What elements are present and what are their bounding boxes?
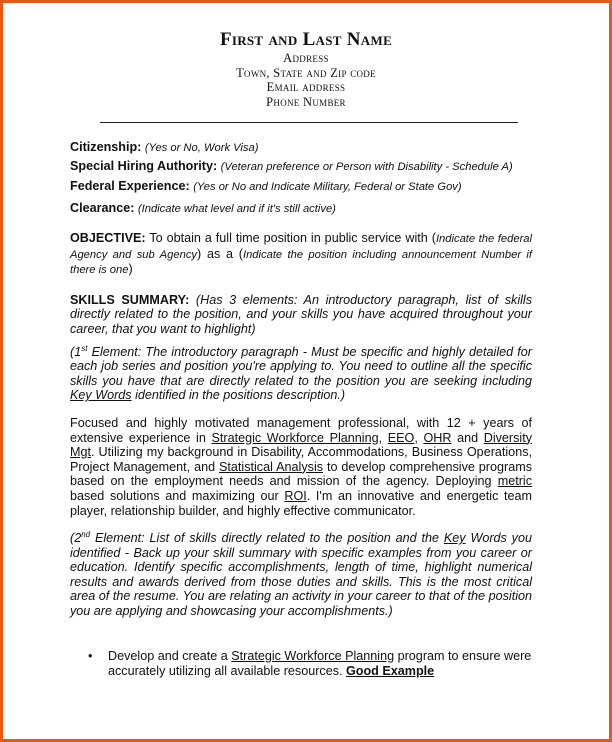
skills-summary-label: SKILLS SUMMARY: xyxy=(70,292,190,307)
federal-experience-label: Federal Experience: xyxy=(70,179,190,193)
header-divider xyxy=(100,122,518,123)
first-element-text-b: identified in the positions description.) xyxy=(131,388,346,403)
federal-experience-row xyxy=(70,178,532,195)
objective-position-note: Indicate the position including announcement Number if there is one xyxy=(70,248,532,277)
skills-summary-intro xyxy=(70,293,532,337)
address-line: Address xyxy=(283,51,329,65)
town-state-zip-line: Town, State and Zip code xyxy=(236,65,376,80)
objective-text-2: ) as a ( xyxy=(197,246,243,261)
ohr-term: OHR xyxy=(423,430,452,445)
focused-text: . Utilizing my background in Disability, Accommodations, Business Operations, Project Management, and xyxy=(70,445,532,474)
clearance-row xyxy=(70,200,532,217)
citizenship-value: (Yes or No, Work Visa) xyxy=(144,142,259,154)
email-line: Email address xyxy=(266,80,346,94)
bullet-glyph: • xyxy=(88,648,93,663)
objective-agency-note: Indicate the federal Agency and sub Agency xyxy=(70,233,533,261)
skills-bullet-list xyxy=(70,649,532,679)
diversity-mgt-term: Diversity Mgt xyxy=(70,430,532,460)
candidate-name: First and Last Name xyxy=(219,29,393,50)
list-item xyxy=(70,649,532,679)
objective-section xyxy=(70,231,532,278)
key-words-term: Key Words xyxy=(70,388,132,403)
roi-term: ROI xyxy=(284,488,307,503)
second-element-paragraph xyxy=(70,531,532,619)
focused-text: based solutions and maximizing our xyxy=(70,488,285,503)
focused-text: to develop comprehensive programs based on the employment needs and mission of the agency. Deploying xyxy=(70,459,532,489)
citizenship-label: Citizenship: xyxy=(70,140,142,154)
first-element-open: (1 xyxy=(70,344,82,359)
metric-term: metric xyxy=(497,474,532,489)
skills-summary-description: (Has 3 elements: An introductory paragraph, list of skills directly related to the position, and your skills you have acquired throughout your career, that you want to highlight) xyxy=(70,292,533,336)
statistical-analysis-term: Statistical Analysis xyxy=(219,459,324,474)
objective-text-3: ) xyxy=(128,262,133,277)
second-element-text-a: Element: List of skills directly related to the position and the xyxy=(90,531,444,546)
citizenship-row xyxy=(70,139,532,156)
bullet-text-2: program to ensure were accurately utilizing all available resources. xyxy=(108,648,532,678)
bullet-strategic-workforce-term: Strategic Workforce Planning xyxy=(231,648,395,663)
objective-label: OBJECTIVE: xyxy=(70,231,146,245)
special-hiring-value: (Veteran preference or Person with Disability - Schedule A) xyxy=(220,161,513,173)
focused-text: and xyxy=(451,430,484,445)
resume-header xyxy=(3,29,609,109)
federal-experience-value: (Yes or No and Indicate Military, Federal or State Gov) xyxy=(193,181,462,193)
focused-text: , xyxy=(414,430,424,445)
objective-text-1: To obtain a full time position in public service with ( xyxy=(149,231,436,245)
key-term: Key xyxy=(443,531,466,546)
strategic-workforce-planning-term: Strategic Workforce Planning xyxy=(211,430,379,445)
focused-text: , xyxy=(378,430,388,445)
second-element-sup: nd xyxy=(81,529,91,539)
first-element-sup: st xyxy=(81,343,88,353)
bullet-text-1: Develop and create a xyxy=(108,648,232,663)
special-hiring-row xyxy=(70,158,532,175)
good-example-label: Good Example xyxy=(346,663,435,678)
first-element-text-a: Element: The introductory paragraph - Must be specific and highly detailed for each job series and position you're applying to. You need to outline all the specific skills you have that are directly related to the position you are seeking including xyxy=(70,344,532,388)
focused-text: Focused and highly motivated management professional, with 12 + years of extensive experience in xyxy=(70,415,532,445)
second-element-text-b: Words you identified - Back up your skill summary with specific examples from you career or education. Identify specific accomplishments, length of time, highlight numerical results and awards derived from those duties and skills. This is the most critical area of the resume. You are relating an activity in your career to that of the position you are applying and showcasing your accomplishments.) xyxy=(70,531,532,619)
eeo-term: EEO xyxy=(387,430,415,445)
focused-paragraph xyxy=(70,416,532,518)
clearance-label: Clearance: xyxy=(70,201,135,215)
resume-body xyxy=(70,139,532,679)
phone-line: Phone Number xyxy=(266,94,346,109)
focused-text: . I'm an innovative and energetic team player, relationship builder, and highly effective communicator. xyxy=(70,488,533,518)
clearance-value: (Indicate what level and if it's still active) xyxy=(137,203,336,215)
special-hiring-label: Special Hiring Authority: xyxy=(70,159,218,173)
second-element-open: (2 xyxy=(70,531,82,546)
first-element-paragraph xyxy=(70,345,532,403)
